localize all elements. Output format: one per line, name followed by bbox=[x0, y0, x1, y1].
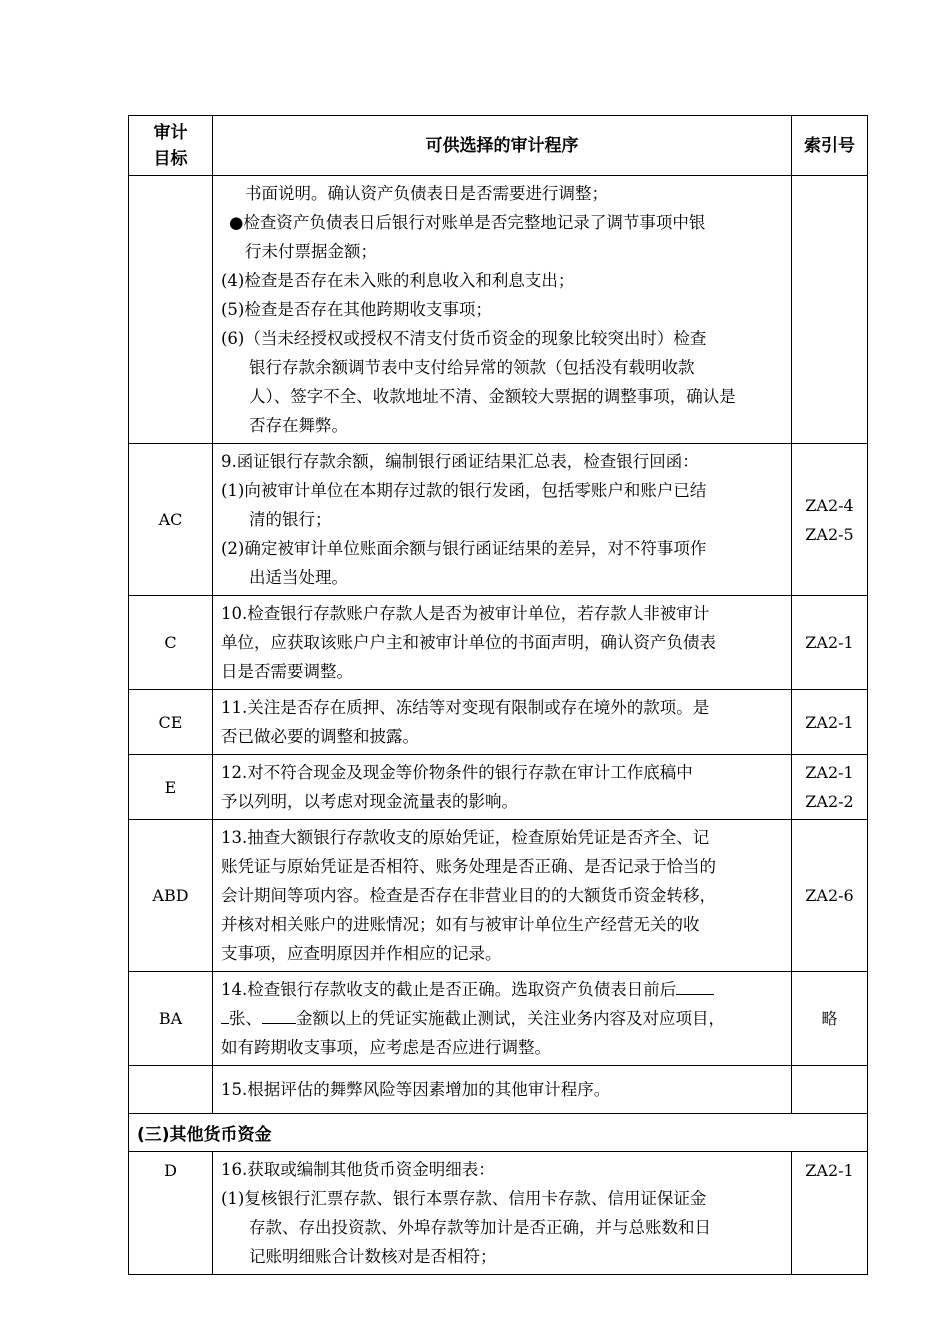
fill-blank bbox=[676, 978, 714, 996]
index-cell: 略 bbox=[792, 972, 868, 1066]
procedure-line: (1)复核银行汇票存款、银行本票存款、信用卡存款、信用证保证金 bbox=[221, 1189, 707, 1208]
header-goal-line2: 目标 bbox=[153, 148, 188, 169]
index-cell: ZA2-6 bbox=[792, 820, 868, 972]
procedure-line: 书面说明。确认资产负债表日是否需要进行调整； bbox=[245, 184, 608, 203]
table-row bbox=[129, 972, 868, 1066]
procedure-line: 银行存款余额调节表中支付给异常的领款（包括没有载明收款 bbox=[249, 358, 695, 377]
procedure-line: 支事项，应查明原因并作相应的记录。 bbox=[221, 944, 502, 963]
procedure-line: 13.抽查大额银行存款收支的原始凭证，检查原始凭证是否齐全、记 bbox=[221, 828, 710, 847]
procedure-cell bbox=[213, 820, 792, 972]
fill-blank bbox=[221, 1007, 229, 1025]
procedure-line: (1)向被审计单位在本期存过款的银行发函，包括零账户和账户已结 bbox=[221, 481, 707, 500]
procedure-line: 并核对相关账户的进账情况；如有与被审计单位生产经营无关的收 bbox=[221, 915, 700, 934]
procedure-line: 予以列明，以考虑对现金流量表的影响。 bbox=[221, 792, 518, 811]
procedure-line: 如有跨期收支事项，应考虑是否应进行调整。 bbox=[221, 1038, 551, 1057]
procedure-line: 单位，应获取该账户户主和被审计单位的书面声明，确认资产负债表 bbox=[221, 633, 716, 652]
procedure-line: 否已做必要的调整和披露。 bbox=[221, 727, 419, 746]
procedure-line: 行未付票据金额； bbox=[245, 242, 377, 261]
procedure-cell bbox=[213, 1152, 792, 1275]
procedure-line: 账凭证与原始凭证是否相符、账务处理是否正确、是否记录于恰当的 bbox=[221, 857, 716, 876]
header-audit-goal bbox=[129, 116, 213, 176]
goal-cell: CE bbox=[129, 690, 213, 755]
procedure-cell: 15.根据评估的舞弊风险等因素增加的其他审计程序。 bbox=[213, 1066, 792, 1114]
procedure-cell bbox=[213, 755, 792, 820]
goal-cell bbox=[129, 1066, 213, 1114]
index-value: ZA2-5 bbox=[805, 524, 854, 544]
procedure-line: 16.获取或编制其他货币资金明细表： bbox=[221, 1160, 495, 1179]
index-cell: ZA2-1 bbox=[792, 1152, 868, 1275]
procedure-line: 出适当处理。 bbox=[249, 568, 348, 587]
header-procedure: 可供选择的审计程序 bbox=[213, 116, 792, 176]
index-cell bbox=[792, 1066, 868, 1114]
procedure-line: 人）、签字不全、收款地址不清、金额较大票据的调整事项，确认是 bbox=[249, 387, 736, 406]
goal-cell: AC bbox=[129, 444, 213, 596]
index-cell bbox=[792, 176, 868, 444]
index-value: ZA2-1 bbox=[805, 763, 854, 782]
procedure-cell bbox=[213, 596, 792, 690]
header-index: 索引号 bbox=[792, 116, 868, 176]
procedure-line bbox=[221, 1004, 785, 1033]
procedure-line bbox=[221, 975, 785, 1004]
procedure-line: (6)（当未经授权或授权不清支付货币资金的现象比较突出时）检查 bbox=[221, 329, 707, 348]
table-header-row bbox=[129, 116, 868, 176]
index-value: ZA2-2 bbox=[805, 792, 854, 811]
table-row bbox=[129, 596, 868, 690]
procedure-line: 清的银行； bbox=[249, 510, 332, 529]
procedure-cell bbox=[213, 972, 792, 1066]
procedure-line: (4)检查是否存在未入账的利息收入和利息支出； bbox=[221, 271, 575, 290]
table-row bbox=[129, 690, 868, 755]
goal-cell: C bbox=[129, 596, 213, 690]
table-row bbox=[129, 176, 868, 444]
procedure-line: 会计期间等项内容。检查是否存在非营业目的的大额货币资金转移， bbox=[221, 886, 716, 905]
table-row bbox=[129, 444, 868, 596]
procedure-line: 否存在舞弊。 bbox=[249, 416, 348, 435]
procedure-line: 记账明细账合计数核对是否相符； bbox=[249, 1247, 497, 1266]
procedure-text: 14.检查银行存款收支的截止是否正确。选取资产负债表日前后 bbox=[221, 980, 677, 999]
header-goal-line1: 审计 bbox=[153, 122, 188, 143]
procedure-line: ●检查资产负债表日后银行对账单是否完整地记录了调节事项中银 bbox=[229, 213, 706, 232]
procedure-text: 张、 bbox=[229, 1009, 262, 1028]
procedure-line: (5)检查是否存在其他跨期收支事项； bbox=[221, 300, 492, 319]
procedure-line: 9.函证银行存款余额，编制银行函证结果汇总表，检查银行回函： bbox=[221, 452, 699, 471]
procedure-line: 10.检查银行存款账户存款人是否为被审计单位，若存款人非被审计 bbox=[221, 604, 710, 623]
procedure-text: 金额以上的凭证实施截止测试，关注业务内容及对应项目， bbox=[296, 1009, 725, 1028]
procedure-line: (2)确定被审计单位账面余额与银行函证结果的差异，对不符事项作 bbox=[221, 539, 707, 558]
index-cell bbox=[792, 755, 868, 820]
goal-cell: BA bbox=[129, 972, 213, 1066]
index-cell: ZA2-1 bbox=[792, 596, 868, 690]
procedure-line: 日是否需要调整。 bbox=[221, 662, 353, 681]
table-row bbox=[129, 820, 868, 972]
procedure-line: 12.对不符合现金及现金等价物条件的银行存款在审计工作底稿中 bbox=[221, 763, 693, 782]
goal-cell bbox=[129, 176, 213, 444]
section-title: (三)其他货币资金 bbox=[129, 1114, 868, 1152]
procedure-line: 存款、存出投资款、外埠存款等加计是否正确，并与总账数和日 bbox=[249, 1218, 711, 1237]
goal-cell: D bbox=[129, 1152, 213, 1275]
procedure-line: 11.关注是否存在质押、冻结等对变现有限制或存在境外的款项。是 bbox=[221, 698, 710, 717]
audit-procedure-table bbox=[128, 115, 868, 1275]
table-row bbox=[129, 755, 868, 820]
goal-cell: E bbox=[129, 755, 213, 820]
table-row bbox=[129, 1152, 868, 1275]
table-row bbox=[129, 1066, 868, 1114]
index-cell: ZA2-1 bbox=[792, 690, 868, 755]
index-cell bbox=[792, 444, 868, 596]
index-value: ZA2-4 bbox=[805, 495, 854, 515]
procedure-cell bbox=[213, 444, 792, 596]
procedure-cell bbox=[213, 690, 792, 755]
section-row bbox=[129, 1114, 868, 1152]
fill-blank bbox=[262, 1007, 296, 1025]
procedure-cell bbox=[213, 176, 792, 444]
goal-cell: ABD bbox=[129, 820, 213, 972]
